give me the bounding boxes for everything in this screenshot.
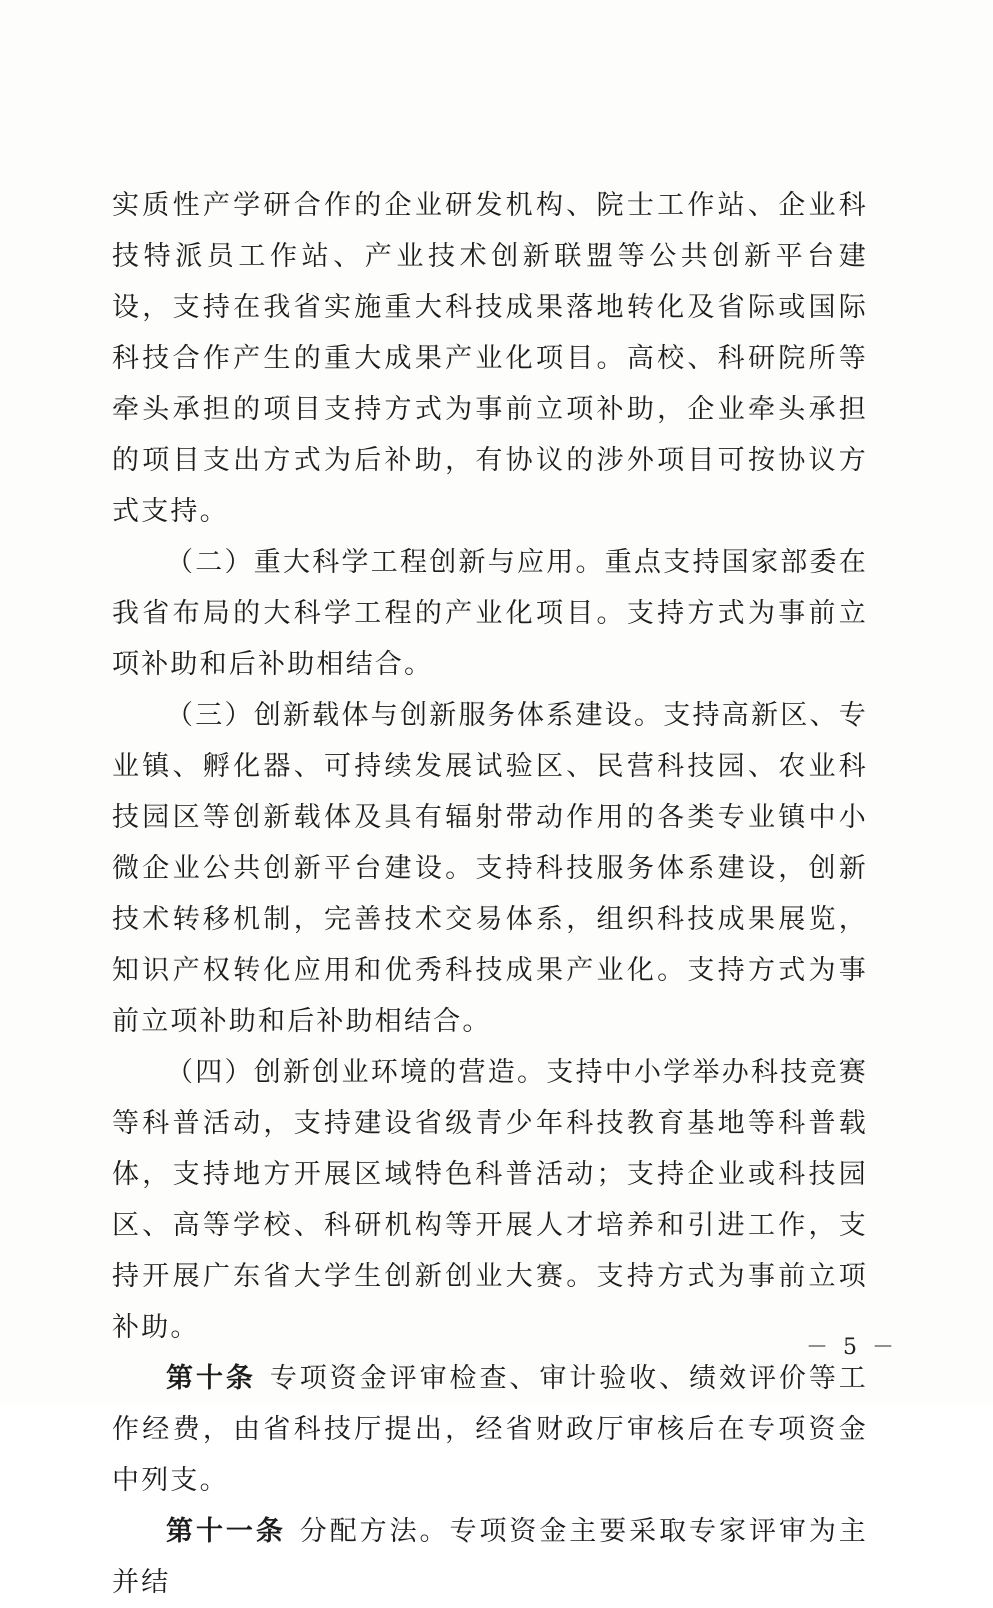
article-number: 第十一条	[166, 1516, 286, 1547]
paragraph-text: （三）创新载体与创新服务体系建设。支持高新区、专业镇、孵化器、可持续发展试验区、民营科技园、农业科技园区等创新载体及具有辐射带动作用的各类专业镇中小微企业公共创新平台建设。支持科技服务体系建设，创新技术转移机制，完善技术交易体系，组织科技成果展览，知识产权转化应用和优秀科技成果产业化。支持方式为事前立项补助和后补助相结合。	[112, 700, 868, 1037]
page-number: － 5 －	[806, 1335, 898, 1360]
document-body	[112, 180, 868, 1608]
paragraph-text: （四）创新创业环境的营造。支持中小学举办科技竞赛等科普活动，支持建设省级青少年科技教育基地等科普载体，支持地方开展区域特色科普活动；支持企业或科技园区、高等学校、科研机构等开展人才培养和引进工作，支持开展广东省大学生创新创业大赛。支持方式为事前立项补助。	[112, 1057, 868, 1343]
paragraph-item-four	[112, 1047, 868, 1353]
article-number: 第十条	[166, 1363, 256, 1394]
paragraph-text: 专项资金评审检查、审计验收、绩效评价等工作经费，由省科技厅提出，经省财政厅审核后在专项资金中列支。	[112, 1363, 868, 1496]
paragraph-continuation	[112, 180, 868, 537]
paragraph-text: （二）重大科学工程创新与应用。重点支持国家部委在我省布局的大科学工程的产业化项目。支持方式为事前立项补助和后补助相结合。	[112, 547, 868, 680]
paragraph-article-ten	[112, 1353, 868, 1506]
paragraph-item-three	[112, 690, 868, 1047]
paragraph-item-two	[112, 537, 868, 690]
paragraph-text: 分配方法。专项资金主要采取专家评审为主并结	[112, 1516, 868, 1598]
paragraph-article-eleven	[112, 1506, 868, 1608]
paragraph-text: 实质性产学研合作的企业研发机构、院士工作站、企业科技特派员工作站、产业技术创新联盟等公共创新平台建设，支持在我省实施重大科技成果落地转化及省际或国际科技合作产生的重大成果产业化项目。高校、科研院所等牵头承担的项目支持方式为事前立项补助，企业牵头承担的项目支出方式为后补助，有协议的涉外项目可按协议方式支持。	[112, 190, 868, 527]
